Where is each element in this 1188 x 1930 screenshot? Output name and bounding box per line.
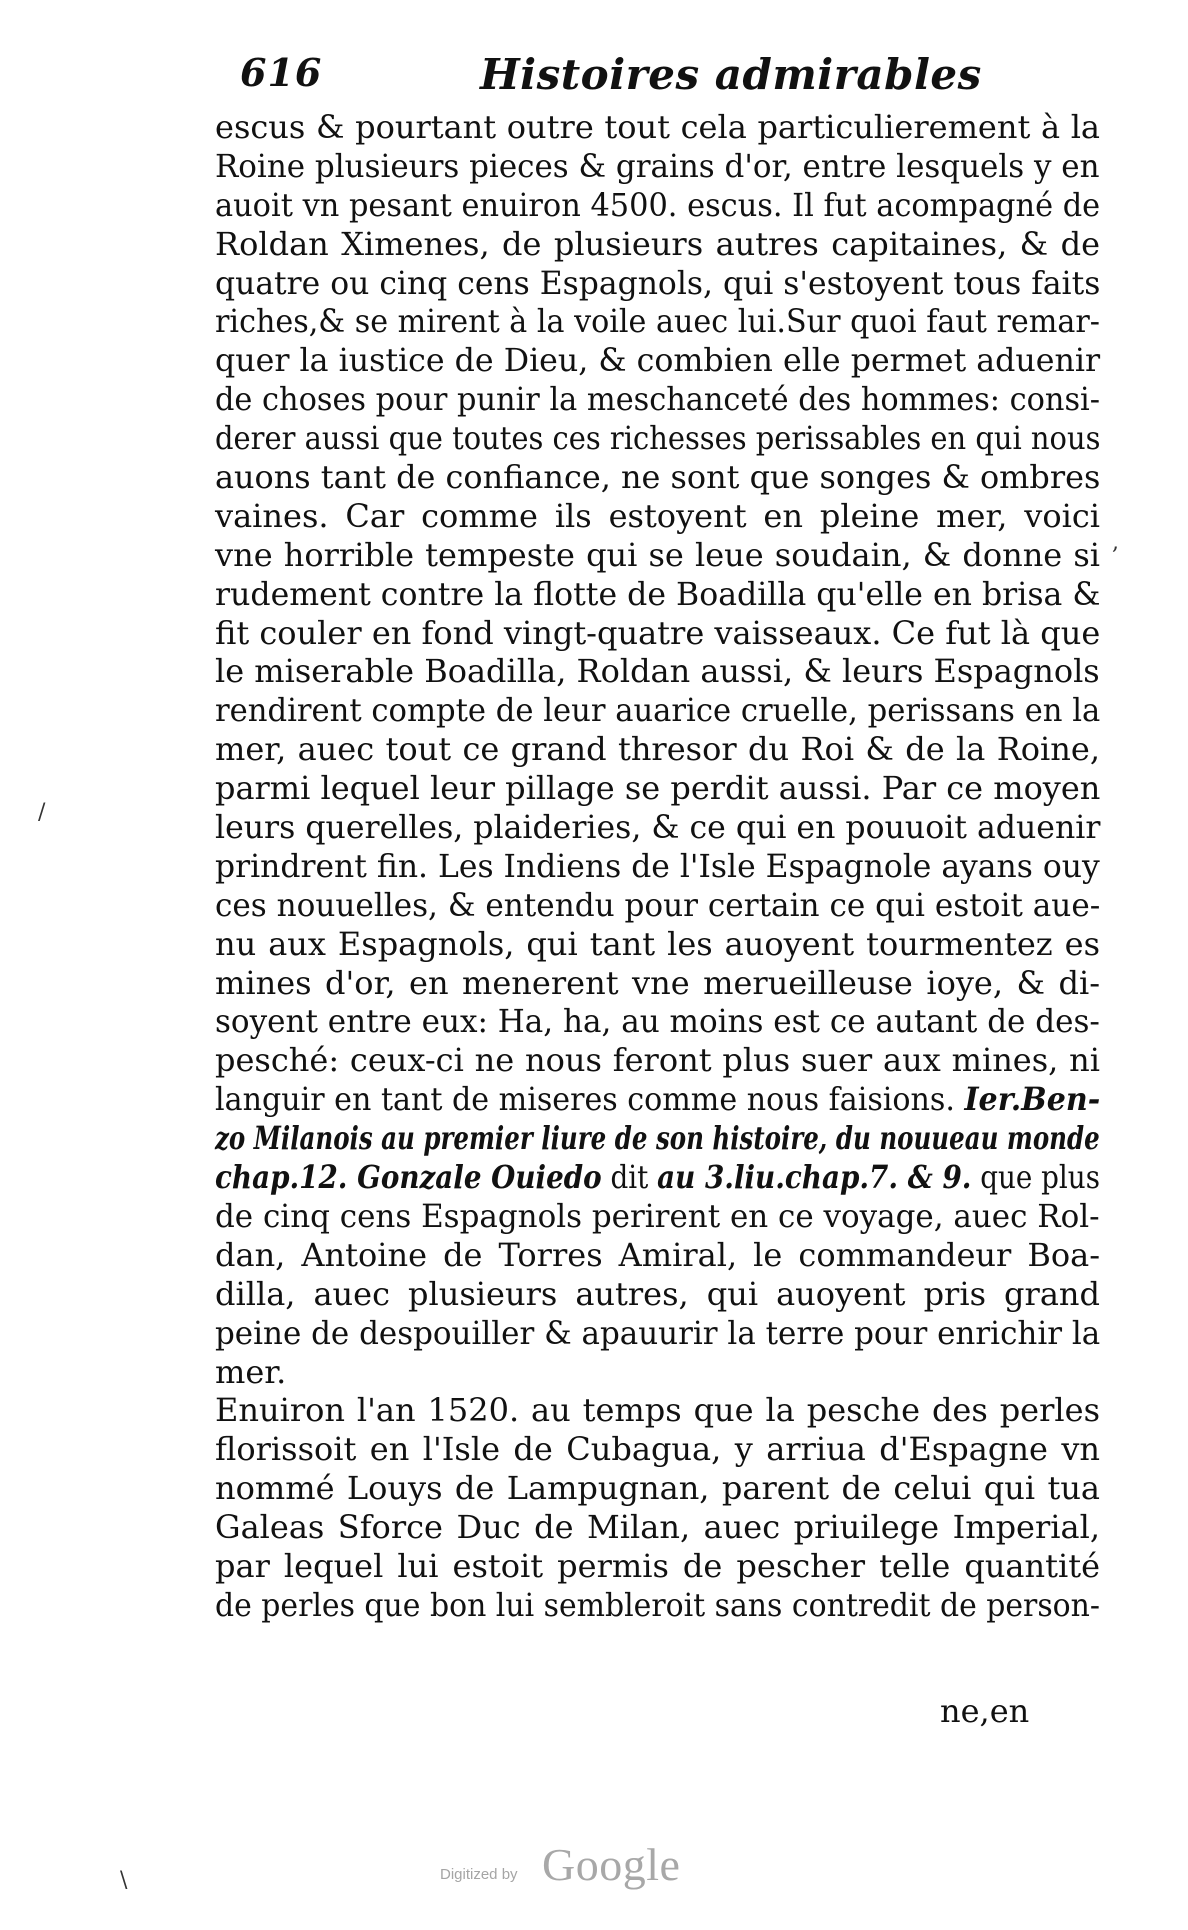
citation: Ier.Ben- [964,1080,1101,1119]
text-line: prindrent fin. Les Indiens de l'Isle Espagnole ayans ouy [215,846,1100,885]
google-watermark [440,1838,760,1898]
page-number: 616 [240,50,323,95]
margin-mark: / [38,800,46,825]
text-line: de choses pour punir la meschanceté des hommes: consi- [215,380,1101,419]
margin-mark: \ [120,1868,128,1893]
text-line: escus & pourtant outre tout cela particulierement à la [215,108,1100,146]
text-line: peine de despouiller & apauurir la terre pour enrichir la [215,1313,1101,1352]
text-line: Enuiron l'an 1520. au temps que la pesche des perles [215,1391,1100,1430]
text-segment: languir en tant de miseres comme nous faisions. [215,1080,955,1119]
text-segment: que plus [980,1158,1100,1197]
text-line: mer. [215,1352,287,1391]
text-line [215,1080,1101,1119]
text-line: riches,& se mirent à la voile auec lui.Sur quoi faut remar- [215,302,1100,341]
text-line: fit couler en fond vingt-quatre vaisseaux. Ce fut là que [215,613,1101,652]
text-line: nommé Louys de Lampugnan, parent de celui qui tua [215,1469,1100,1508]
text-line: leurs querelles, plaideries, & ce qui en pouuoit aduenir [215,808,1101,847]
text-line: rendirent compte de leur auarice cruelle, perissans en la [215,691,1101,730]
text-line: soyent entre eux: Ha, ha, au moins est ce autant de des- [215,1002,1100,1041]
text-line: quatre ou cinq cens Espagnols, qui s'estoyent tous faits [215,263,1101,302]
text-line: de perles que bon lui sembleroit sans contredit de person- [215,1585,1100,1624]
text-line: florissoit en l'Isle de Cubagua, y arriua d'Espagne vn [215,1430,1100,1469]
citation: zo Milanois au premier liure de son histoire, du nouueau monde [215,1119,1100,1158]
text-line: mer, auec tout ce grand thresor du Roi & de la Roine, [215,730,1100,769]
text-line: pesché: ceux-ci ne nous feront plus suer aux mines, ni [215,1041,1100,1080]
text-line [215,1158,1100,1197]
text-line: Roine plusieurs pieces & grains d'or, entre lesquels y en [215,146,1100,185]
running-title: Histoires admirables [480,50,982,99]
body-text [215,108,1100,1625]
text-line: nu aux Espagnols, qui tant les auoyent tourmentez es [215,924,1100,963]
citation: au 3.liu.chap.7. & 9. [657,1158,972,1197]
text-line: vaines. Car comme ils estoyent en pleine mer, voici [215,496,1100,535]
text-line: rudement contre la flotte de Boadilla qu'elle en brisa & [215,574,1101,613]
citation-line [215,1119,1100,1158]
running-head [240,50,982,106]
google-logo: Google [542,1839,681,1890]
text-line: dilla, auec plusieurs autres, qui auoyent pris grand [215,1274,1100,1313]
text-line: parmi lequel leur pillage se perdit aussi. Par ce moyen [215,769,1101,808]
text-line: Roldan Ximenes, de plusieurs autres capitaines, & de [215,224,1100,263]
text-line: quer la iustice de Dieu, & combien elle permet aduenir [215,341,1101,380]
margin-mark: , [1112,530,1119,555]
watermark-prefix: Digitized by [440,1866,518,1883]
text-line: derer aussi que toutes ces richesses perissables en qui nous [215,419,1101,458]
text-line: auons tant de confiance, ne sont que songes & ombres [215,458,1101,497]
citation: chap.12. Gonzale Ouiedo [215,1158,602,1197]
text-line: mines d'or, en menerent vne merueilleuse ioye, & di- [215,963,1100,1002]
text-line: auoit vn pesant enuiron 4500. escus. Il fut acompagné de [215,185,1101,224]
text-line: le miserable Boadilla, Roldan aussi, & leurs Espagnols [215,652,1100,691]
catchword: ne,en [940,1692,1030,1730]
text-line: Galeas Sforce Duc de Milan, auec priuilege Imperial, [215,1508,1100,1547]
text-line: dan, Antoine de Torres Amiral, le commandeur Boa- [215,1235,1100,1274]
text-segment: dit [610,1158,649,1197]
text-line: vne horrible tempeste qui se leue soudain, & donne si [215,535,1100,574]
text-line: ces nouuelles, & entendu pour certain ce qui estoit aue- [215,885,1101,924]
text-line: de cinq cens Espagnols perirent en ce voyage, auec Rol- [215,1196,1100,1235]
text-line: par lequel lui estoit permis de pescher telle quantité [215,1546,1100,1585]
